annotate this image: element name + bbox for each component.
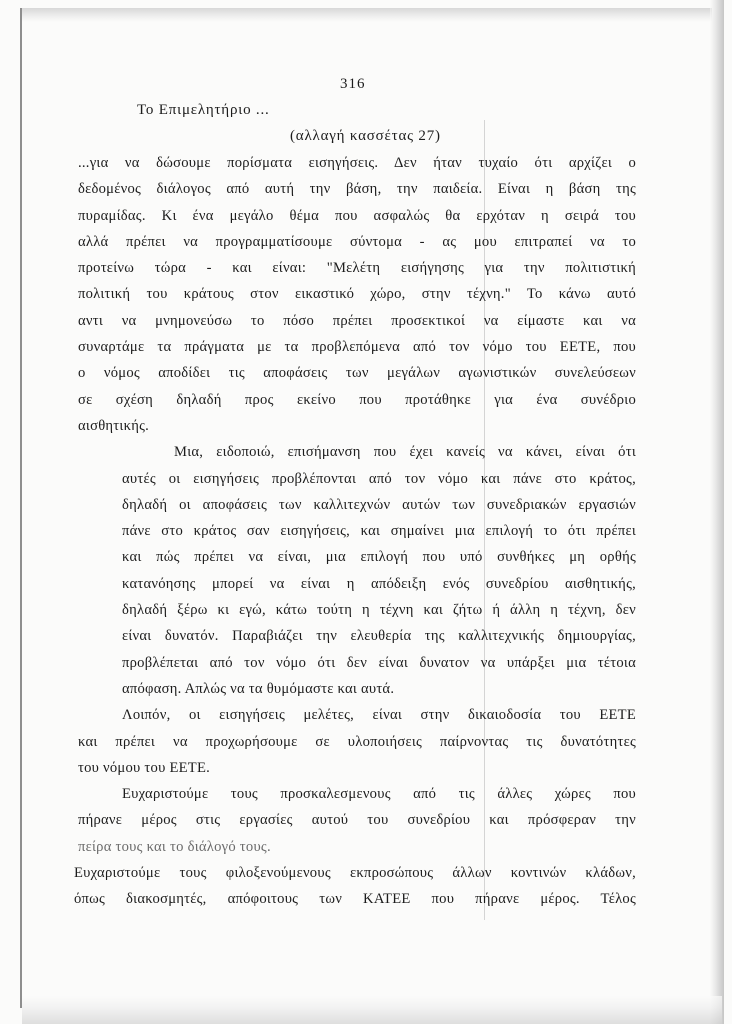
- text-line: αντι να μνημονεύσω το πόσο πρέπει προσεκτικοί να είμαστε και να: [78, 312, 636, 329]
- text-line: σε σχέση δηλαδή προς εκείνο που προτάθηκε για ένα συνέδριο: [78, 391, 636, 408]
- tape-change-note: (αλλαγή κασσέτας 27): [290, 128, 441, 144]
- section-heading: Το Επιμελητήριο ...: [137, 102, 270, 118]
- page-number: 316: [340, 76, 366, 92]
- text-line: προτείνω τώρα - και είναι: "Μελέτη εισήγησης για την πολιτιστική: [78, 260, 636, 277]
- paragraph-3: [78, 702, 636, 781]
- text-line: αυτές οι εισηγήσεις προβλέπονται από τον νόμο και πάνε στο κράτος,: [122, 470, 636, 487]
- text-line: προβλέπεται από τον νόμο ότι δεν είναι δυνατον να υπάρξει μια τέτοια: [122, 654, 636, 671]
- text-line: και πρέπει να προχωρήσουμε σε υλοποιήσεις παίρνοντας τις δυνατότητες: [78, 733, 636, 750]
- text-line: Ευχαριστούμε τους φιλοξενούμενους εκπροσώπους άλλων κοντινών κλάδων,: [74, 865, 636, 882]
- text-line: και πώς πρέπει να είναι, μια επιλογή που υπό συνθήκες μη ορθής: [122, 549, 636, 566]
- text-line: ...για να δώσουμε πορίσματα εισηγήσεις. Δεν ήταν τυχαίο ότι αρχίζει ο: [78, 155, 636, 171]
- body-text: [74, 150, 636, 913]
- scan-edge-bottom: [22, 996, 722, 1024]
- text-line: Μια, ειδοποιώ, επισήμανση που έχει κανείς να κάνει, είναι ότι: [174, 444, 636, 461]
- paragraph-4: [78, 781, 636, 860]
- text-line: Λοιπόν, οι εισηγήσεις μελέτες, είναι στην δικαιοδοσία του ΕΕΤΕ: [122, 707, 636, 724]
- text-line: είναι δυνατόν. Παραβιάζει την ελευθερία της καλλιτεχνικής δημιουργίας,: [122, 628, 636, 645]
- text-line: δηλαδή οι αποφάσεις των καλλιτεχνών αυτών των συνεδριακών εργασιών: [122, 496, 636, 513]
- scan-edge-top: [22, 8, 712, 22]
- text-line: πήρανε μέρος στις εργασίες αυτού του συνεδρίου και πρόσφεραν την: [78, 812, 636, 829]
- text-line: Ευχαριστούμε τους προσκαλεσμενους από τις άλλες χώρες που: [122, 786, 636, 803]
- text-line: όπως διακοσμητές, απόφοιτους των ΚΑΤΕΕ που πήρανε μέρος. Τέλος: [74, 891, 636, 908]
- scan-edge-left: [20, 8, 22, 1008]
- text-line: πάνε στο κράτος σαν εισηγήσεις, και σημαίνει μια επιλογή το ότι πρέπει: [122, 523, 636, 540]
- text-line: πείρα τους και το διάλογό τους.: [78, 838, 271, 855]
- text-line: συναρτάμε τα πράγματα με τα προβλεπόμενα από τον νόμο του ΕΕΤΕ, που: [78, 339, 636, 356]
- text-line: απόφαση. Απλώς να τα θυμόμαστε και αυτά.: [122, 680, 395, 697]
- scan-edge-right: [710, 0, 724, 1024]
- paragraph-1: [78, 150, 636, 439]
- text-line: αισθητικής.: [78, 417, 150, 434]
- text-line: πολιτική του κράτους στον εικαστικό χώρο, στην τέχνη." Το κάνω αυτό: [78, 286, 636, 303]
- text-line: κατανόησης μπορεί να είναι η απόδειξη ενός συνεδρίου αισθητικής,: [122, 575, 636, 592]
- paragraph-2: [78, 439, 636, 702]
- text-line: του νόμου του ΕΕΤΕ.: [78, 759, 211, 776]
- text-line: αλλά πρέπει να προγραμματίσουμε σύντομα - ας μου επιτραπεί να το: [78, 233, 636, 250]
- text-line: δεδομένος διάλογος από αυτή την βάση, την παιδεία. Είναι η βάση της: [78, 181, 636, 198]
- paragraph-5: [74, 860, 636, 913]
- text-line: δηλαδή ξέρω κι εγώ, κάτω τούτη η τέχνη και ζήτω ή άλλη η τέχνη, δεν: [122, 602, 636, 619]
- text-line: πυραμίδας. Κι ένα μεγάλο θέμα που ασφαλώς θα ερχόταν η σειρά του: [78, 207, 636, 224]
- text-line: ο νόμος αποδίδει τις αποφάσεις των μεγάλων αγωνιστικών συνελεύσεων: [78, 365, 636, 382]
